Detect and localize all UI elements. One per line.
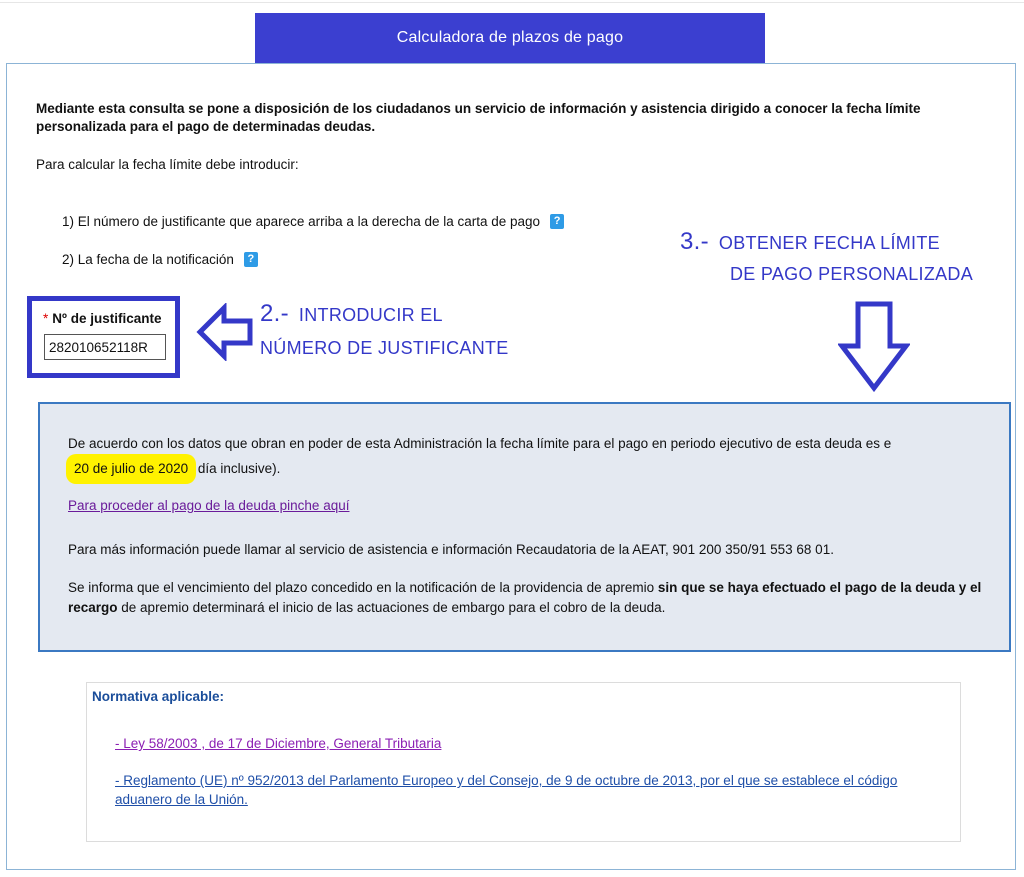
page-title [255,13,765,63]
annotation-step3-line2: DE PAGO PERSONALIZADA [730,264,974,284]
result-info-text: Para más información puede llamar al servicio de asistencia e información Recaudatoria de la AEAT, 901 200 350/91 553 68 01. [68,542,834,557]
annotation-step2-line2: NÚMERO DE JUSTIFICANTE [260,338,509,358]
step-2-text: 2) La fecha de la notificación [62,252,234,267]
justificante-label-text: Nº de justificante [52,311,162,326]
page-title-text: Calculadora de plazos de pago [396,29,624,46]
instructions-text: Para calcular la fecha límite debe introducir: [36,157,299,172]
required-mark: * [43,311,49,326]
justificante-label [43,311,161,326]
pay-debt-link[interactable]: Para proceder al pago de la deuda pinche aquí [68,498,350,513]
arrow-left-icon [196,303,254,361]
deadline-date: 20 de julio de 2020 [66,454,196,484]
help-icon[interactable]: ? [550,214,564,229]
annotation-step3-number: 3.- [680,228,709,255]
rule-link-ley-58-2003[interactable]: - Ley 58/2003 , de 17 de Diciembre, General Tributaria [115,736,442,751]
annotation-step2-number: 2.- [260,300,289,327]
rules-panel [86,682,961,842]
help-icon[interactable]: ? [244,252,258,267]
intro-description: Mediante esta consulta se pone a disposición de los ciudadanos un servicio de información y asistencia dirigido a conocer la fecha límite personalizada para el pago de determinadas deudas. [36,101,921,134]
step-1 [62,214,564,229]
annotation-step2-line1: 2.- INTRODUCIR EL [260,300,443,327]
top-divider [0,2,1024,3]
rules-title: Normativa aplicable: [92,689,225,704]
annotation-step3-line1: 3.- OBTENER FECHA LÍMITE [680,228,940,255]
step-2 [62,252,258,267]
step-1-text: 1) El número de justificante que aparece arriba a la derecha de la carta de pago [62,214,541,229]
arrow-down-icon [838,300,910,394]
rule-link-reglamento-952-2013[interactable]: - Reglamento (UE) nº 952/2013 del Parlamento Europeo y del Consejo, de 9 de octubre de 2013, por el que se establece el código aduanero de la Unión. [115,773,898,807]
result-deadline-text: De acuerdo con los datos que obran en poder de esta Administración la fecha límite para el pago en periodo ejecutivo de esta deuda es e20 de julio de 2020 día inclusive). [68,434,988,484]
result-warning-text: Se informa que el vencimiento del plazo concedido en la notificación de la providencia de apremio sin que se haya efectuado el pago de la deuda y el recargo de apremio determinará el inicio de las actuaciones de embargo para el cobro de la deuda. [68,580,982,615]
justificante-input[interactable] [44,334,166,360]
